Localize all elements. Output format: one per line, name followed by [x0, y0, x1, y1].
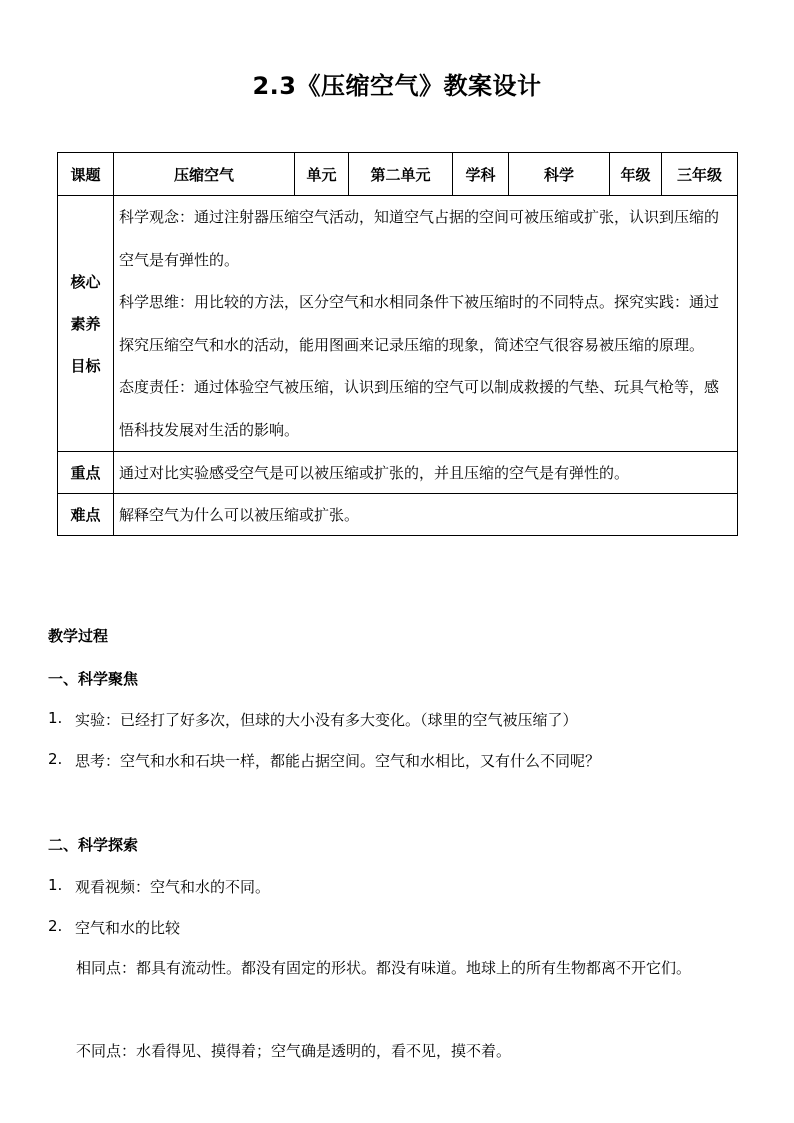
- difficulty-text: 解释空气为什么可以被压缩或扩张。: [114, 494, 738, 536]
- list-item: 1. 实验：已经打了好多次，但球的大小没有多大变化。（球里的空气被压缩了）: [48, 709, 578, 729]
- subject-label: 学科: [453, 153, 509, 196]
- unit-label: 单元: [295, 153, 349, 196]
- list-item: 1. 观看视频：空气和水的不同。: [48, 876, 271, 896]
- key-point-row: [58, 452, 738, 494]
- key-point-label: 重点: [58, 452, 114, 494]
- course-value: 压缩空气: [114, 153, 295, 196]
- goal-attitude: 态度责任：通过体验空气被压缩，认识到压缩的空气可以制成救援的气垫、玩具气枪等，感悟科技发展对生活的影响。: [119, 378, 720, 439]
- grade-label: 年级: [610, 153, 662, 196]
- core-goals-content: [114, 196, 738, 452]
- difficulty-label: 难点: [58, 494, 114, 536]
- core-goals-label: 核心 素养 目标: [58, 196, 114, 452]
- grade-value: 三年级: [662, 153, 738, 196]
- lesson-info-table: [57, 152, 738, 536]
- difficulty-row: [58, 494, 738, 536]
- diff-points-paragraph: 不同点：水看得见、摸得着；空气确是透明的，看不见，摸不着。: [76, 1042, 512, 1060]
- list-item: 2. 思考：空气和水和石块一样，都能占据空间。空气和水相比，又有什么不同呢？: [48, 750, 601, 770]
- process-heading: 教学过程: [48, 627, 109, 645]
- goal-concept: 科学观念：通过注射器压缩空气活动，知道空气占据的空间可被压缩或扩张，认识到压缩的空气是有弹性的。: [119, 208, 720, 269]
- page-title: 2.3《压缩空气》教案设计: [252, 72, 542, 100]
- subject-value: 科学: [509, 153, 610, 196]
- goal-thinking: 科学思维：用比较的方法，区分空气和水相同条件下被压缩时的不同特点。探究实践：通过探究压缩空气和水的活动，能用图画来记录压缩的现象，简述空气很容易被压缩的原理。: [119, 293, 720, 354]
- section1-heading: 一、科学聚焦: [48, 670, 139, 688]
- list-item: 2. 空气和水的比较: [48, 917, 181, 937]
- unit-value: 第二单元: [349, 153, 453, 196]
- course-label: 课题: [58, 153, 114, 196]
- core-goals-row: [58, 196, 738, 452]
- key-point-text: 通过对比实验感受空气是可以被压缩或扩张的，并且压缩的空气是有弹性的。: [114, 452, 738, 494]
- same-points-paragraph: 相同点：都具有流动性。都没有固定的形状。都没有味道。地球上的所有生物都离不开它们。: [76, 959, 692, 977]
- section2-heading: 二、科学探索: [48, 836, 139, 854]
- table-header-row: [58, 153, 738, 196]
